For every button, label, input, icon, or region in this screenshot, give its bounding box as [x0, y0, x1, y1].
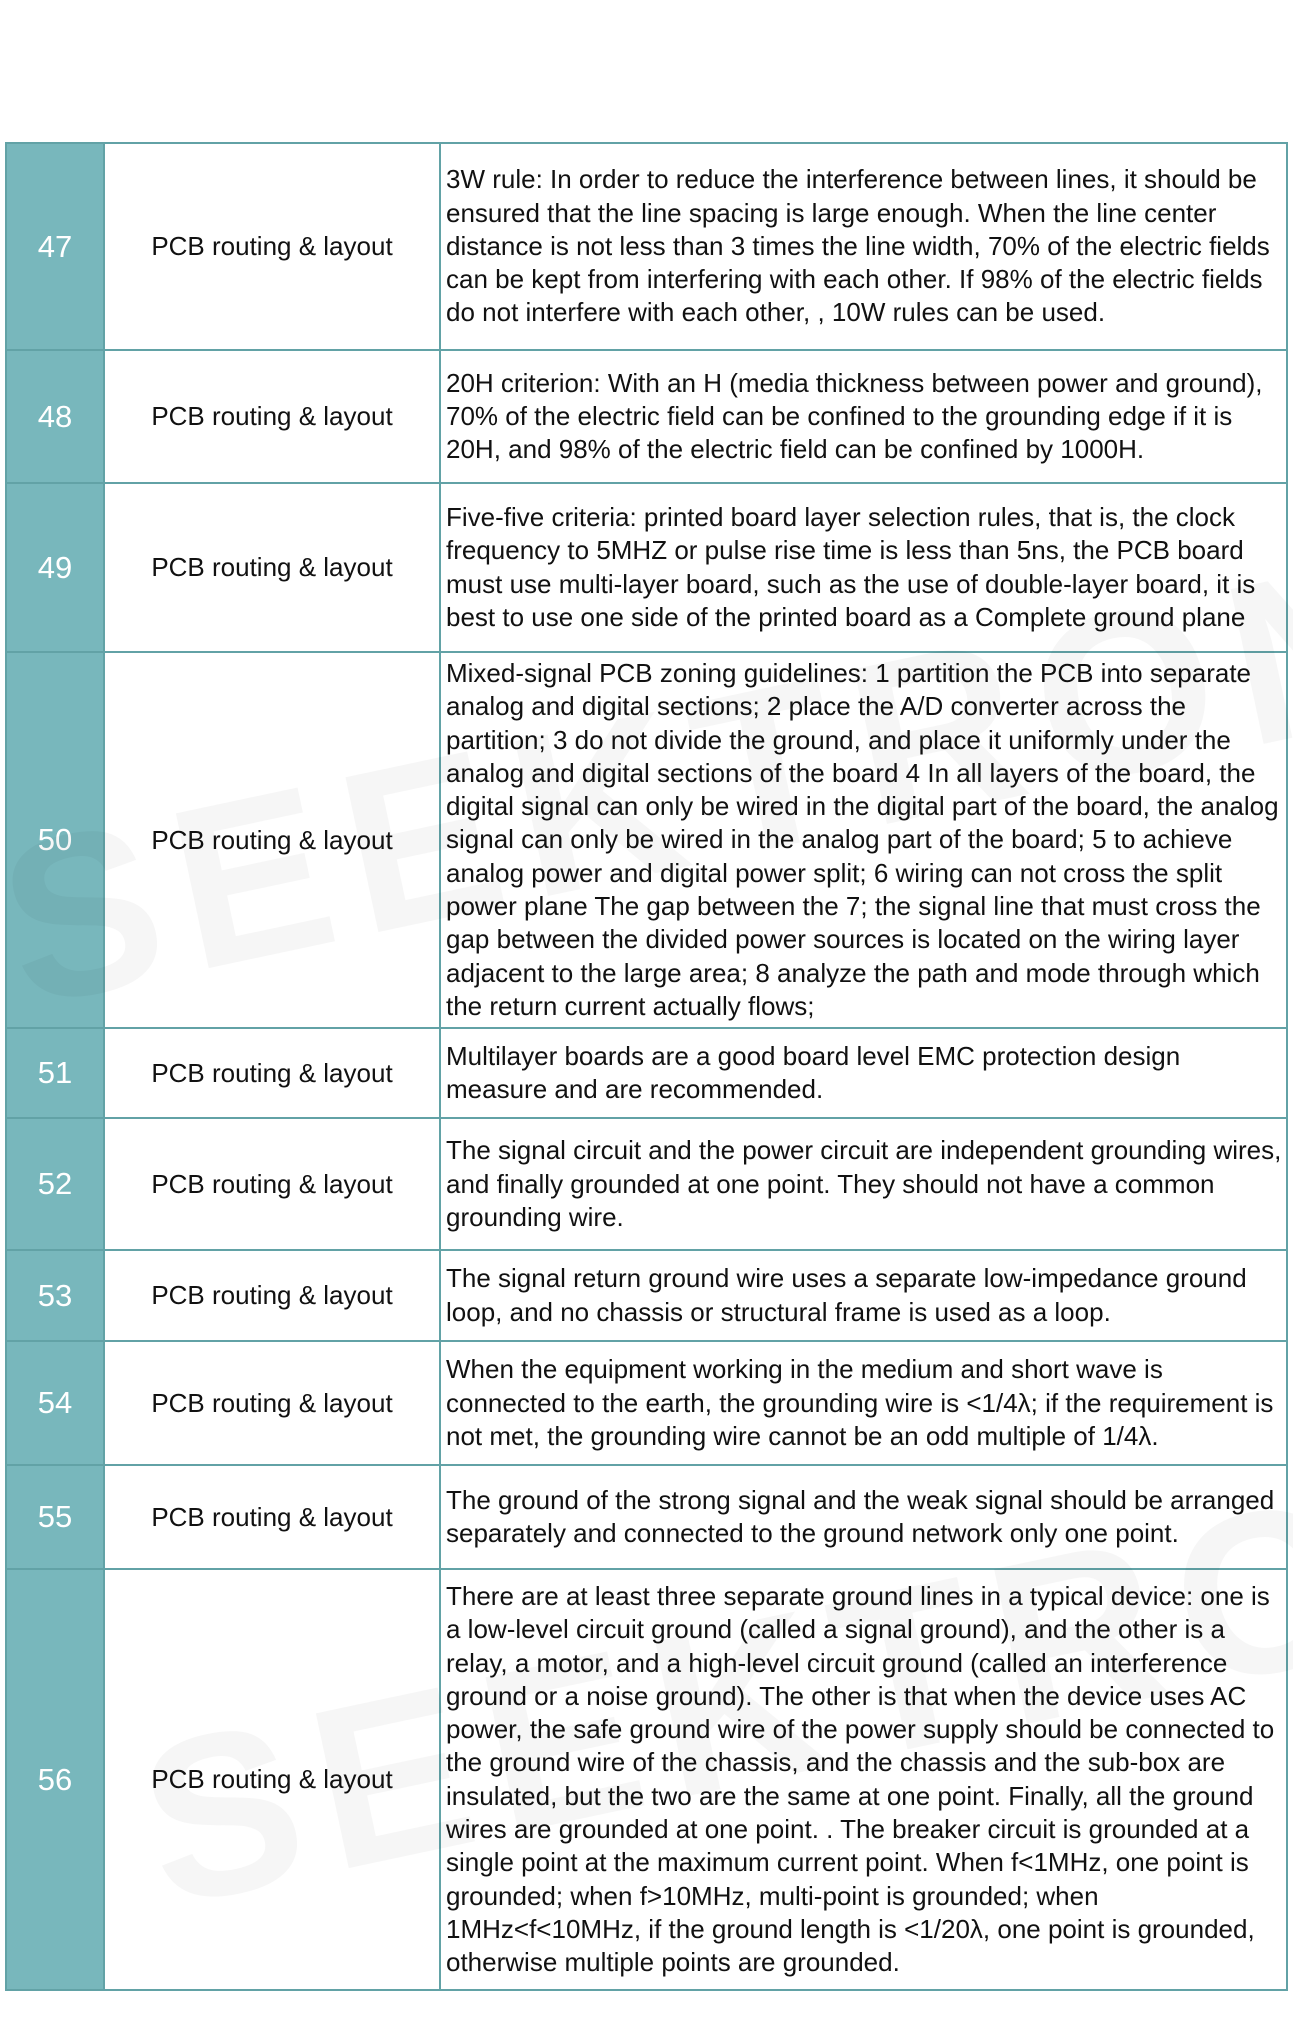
row-number: 54: [6, 1341, 104, 1465]
table-row: [6, 652, 1287, 1028]
row-number: 49: [6, 483, 104, 652]
row-number: 47: [6, 143, 104, 350]
row-description: Five-five criteria: printed board layer selection rules, that is, the clock frequency to 5MHZ or pulse rise time is less than 5ns, the PCB board must use multi-layer board, such as the use of double-layer board, it is best to use one side of the printed board as a Complete ground plane: [440, 483, 1287, 652]
row-number: 56: [6, 1569, 104, 1990]
row-category: PCB routing & layout: [104, 652, 440, 1028]
row-category: PCB routing & layout: [104, 1028, 440, 1118]
row-category: PCB routing & layout: [104, 1465, 440, 1569]
table-row: [6, 143, 1287, 350]
guidelines-table: [5, 142, 1288, 1991]
row-category: PCB routing & layout: [104, 1118, 440, 1250]
row-number: 55: [6, 1465, 104, 1569]
row-description: The signal return ground wire uses a separate low-impedance ground loop, and no chassis or structural frame is used as a loop.: [440, 1250, 1287, 1341]
row-number: 52: [6, 1118, 104, 1250]
row-description: The signal circuit and the power circuit are independent grounding wires, and finally grounded at one point. They should not have a common grounding wire.: [440, 1118, 1287, 1250]
row-category: PCB routing & layout: [104, 1341, 440, 1465]
table-row: [6, 1569, 1287, 1990]
row-category: PCB routing & layout: [104, 143, 440, 350]
table-row: [6, 1028, 1287, 1118]
row-number: 51: [6, 1028, 104, 1118]
row-description: When the equipment working in the medium and short wave is connected to the earth, the grounding wire is <1/4λ; if the requirement is not met, the grounding wire cannot be an odd multiple of 1/4λ.: [440, 1341, 1287, 1465]
row-category: PCB routing & layout: [104, 1250, 440, 1341]
row-description: Mixed-signal PCB zoning guidelines: 1 partition the PCB into separate analog and digital sections; 2 place the A/D converter across the partition; 3 do not divide the ground, and place it uniformly under the analog and digital sections of the board 4 In all layers of the board, the digital signal can only be wired in the digital part of the board, the analog signal can only be wired in the analog part of the board; 5 to achieve analog power and digital power split; 6 wiring can not cross the split power plane The gap between the 7; the signal line that must cross the gap between the divided power sources is located on the wiring layer adjacent to the large area; 8 analyze the path and mode through which the return current actually flows;: [440, 652, 1287, 1028]
row-description: 3W rule: In order to reduce the interference between lines, it should be ensured that the line spacing is large enough. When the line center distance is not less than 3 times the line width, 70% of the electric fields can be kept from interfering with each other. If 98% of the electric fields do not interfere with each other, , 10W rules can be used.: [440, 143, 1287, 350]
row-number: 50: [6, 652, 104, 1028]
row-category: PCB routing & layout: [104, 1569, 440, 1990]
table-row: [6, 1465, 1287, 1569]
table-row: [6, 1118, 1287, 1250]
row-description: There are at least three separate ground lines in a typical device: one is a low-level circuit ground (called a signal ground), and the other is a relay, a motor, and a high-level circuit ground (called an interference ground or a noise ground). The other is that when the device uses AC power, the safe ground wire of the power supply should be connected to the ground wire of the chassis, and the chassis and the sub-box are insulated, but the two are the same at one point. Finally, all the ground wires are grounded at one point. . The breaker circuit is grounded at a single point at the maximum current point. When f<1MHz, one point is grounded; when f>10MHz, multi-point is grounded; when 1MHz<f<10MHz, if the ground length is <1/20λ, one point is grounded, otherwise multiple points are grounded.: [440, 1569, 1287, 1990]
row-number: 48: [6, 350, 104, 483]
row-category: PCB routing & layout: [104, 483, 440, 652]
table-row: [6, 483, 1287, 652]
table-row: [6, 350, 1287, 483]
table-row: [6, 1250, 1287, 1341]
row-description: 20H criterion: With an H (media thickness between power and ground), 70% of the electric field can be confined to the grounding edge if it is 20H, and 98% of the electric field can be confined by 1000H.: [440, 350, 1287, 483]
row-description: Multilayer boards are a good board level EMC protection design measure and are recommended.: [440, 1028, 1287, 1118]
row-description: The ground of the strong signal and the weak signal should be arranged separately and connected to the ground network only one point.: [440, 1465, 1287, 1569]
table-row: [6, 1341, 1287, 1465]
row-category: PCB routing & layout: [104, 350, 440, 483]
row-number: 53: [6, 1250, 104, 1341]
